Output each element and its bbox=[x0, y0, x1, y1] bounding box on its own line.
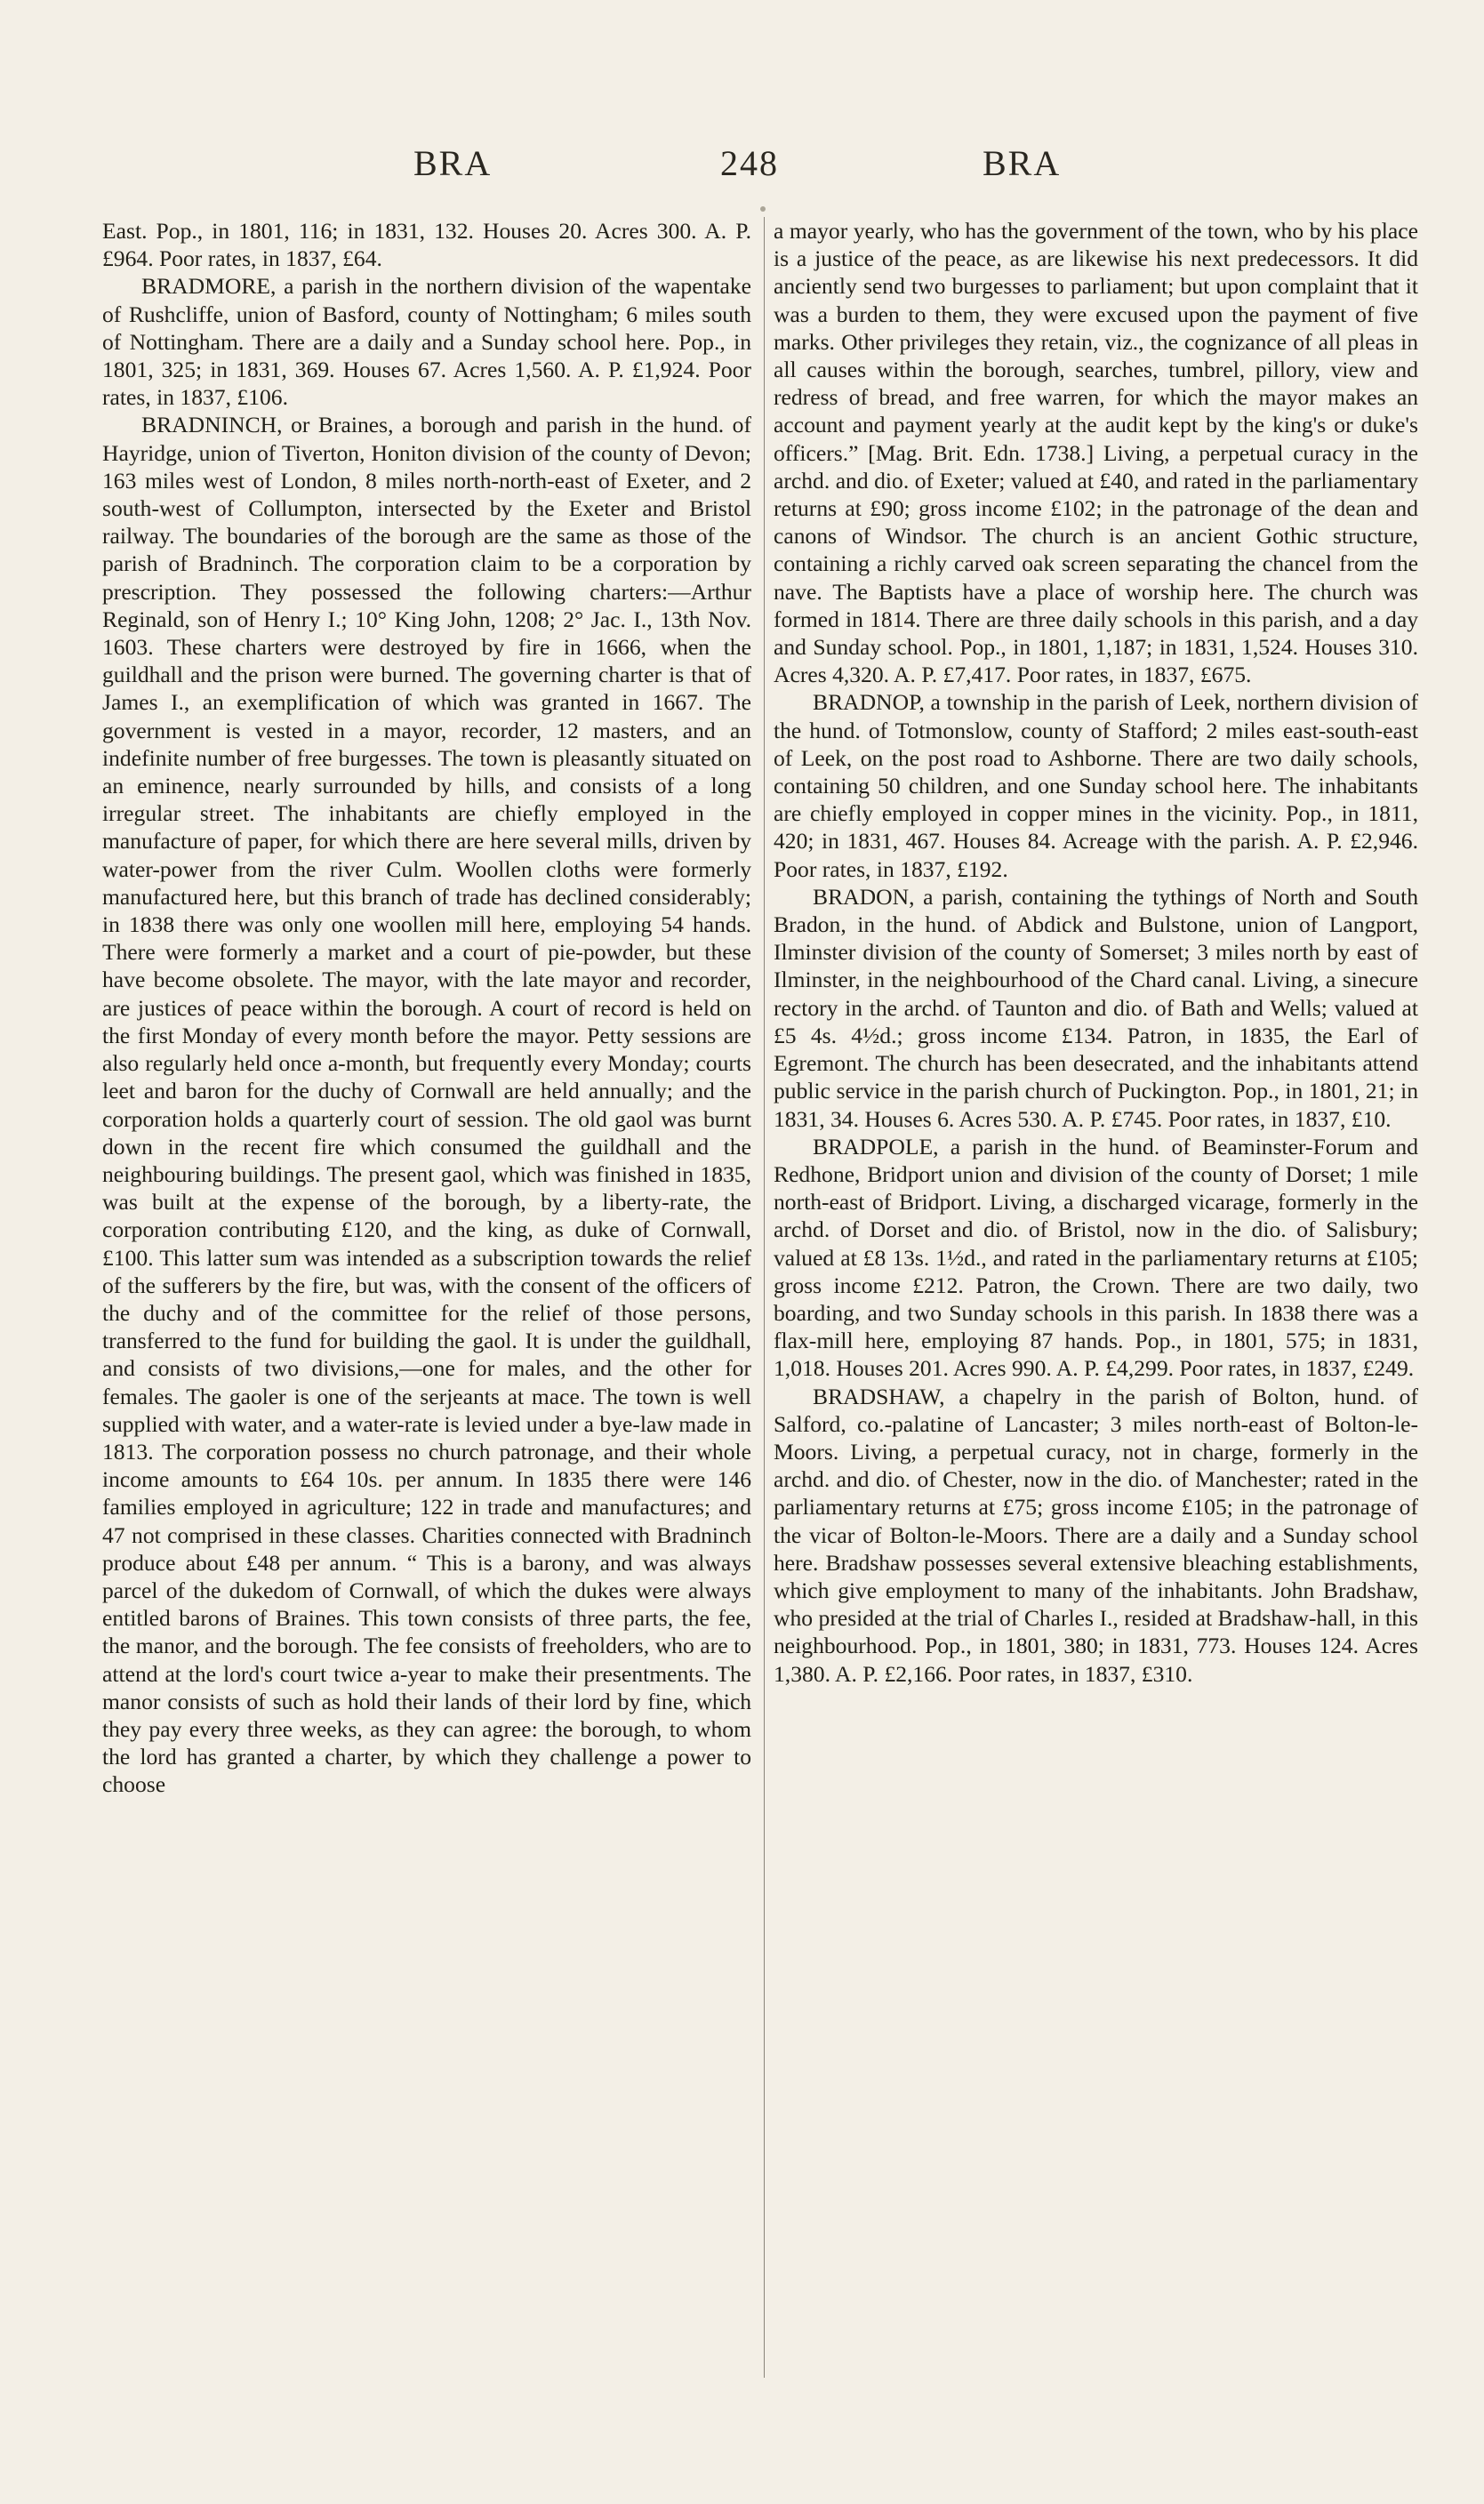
entry-bradninch-continued: a mayor yearly, who has the government of the town, who by his place is a justice of the peace, as are likewise his next predecessors. It did anciently send two burgesses to parliament; but upon complaint that it was a burden to them, they were excused upon the payment of five marks. Other privileges they retain, viz., the cognizance of all pleas in all causes within the borough, searches, tumbrel, pillory, view and redress of bread, and free warren, for which the mayor makes an account and payment yearly at the audit kept by the king's or duke's officers.” [Mag. Brit. Edn. 1738.] Living, a perpetual curacy in the archd. and dio. of Exeter; valued at £40, and rated in the parliamentary returns at £90; gross income £102; in the patronage of the dean and canons of Windsor. The church is an ancient Gothic structure, containing a richly carved oak screen separating the chancel from the nave. The Baptists have a place of worship here. The church was formed in 1814. There are three daily schools in this parish, and a day and Sunday school. Pop., in 1801, 1,187; in 1831, 1,524. Houses 310. Acres 4,320. A. P. £7,417. Poor rates, in 1837, £675. bbox=[774, 218, 1418, 688]
page-number: 248 bbox=[720, 143, 779, 183]
entry-bradshaw: BRADSHAW, a chapelry in the parish of Bolton, hund. of Salford, co.-palatine of Lancaster; 3 miles north-east of Bolton-le-Moors. Living, a perpetual curacy, not in charge, formerly in the archd. and dio. of Chester, now in the dio. of Manchester; rated in the parliamentary returns at £75; gross income £105; in the patronage of the vicar of Bolton-le-Moors. There are a daily and a Sunday school here. Bradshaw possesses several extensive bleaching establishments, which give employment to many of the inhabitants. John Bradshaw, who presided at the trial of Charles I., resided at Bradshaw-hall, in this neighbourhood. Pop., in 1801, 380; in 1831, 773. Houses 124. Acres 1,380. A. P. £2,166. Poor rates, in 1837, £310. bbox=[774, 1383, 1418, 1687]
header-right-word: BRA bbox=[983, 143, 1062, 183]
running-header bbox=[98, 142, 1147, 196]
right-column bbox=[774, 217, 1418, 1688]
entry-bradnop: BRADNOP, a township in the parish of Leek, northern division of the hund. of Totmonslow, county of Stafford; 2 miles east-south-east of Leek, on the post road to Ashborne. There are two daily schools, containing 50 children, and one Sunday school here. The inhabitants are chiefly employed in copper mines in the vicinity. Pop., in 1811, 420; in 1831, 467. Houses 84. Acreage with the parish. A. P. £2,946. Poor rates, in 1837, £192. bbox=[774, 689, 1418, 882]
entry-bradpole: BRADPOLE, a parish in the hund. of Beaminster-Forum and Redhone, Bridport union and division of the county of Dorset; 1 mile north-east of Bridport. Living, a discharged vicarage, formerly in the archd. of Dorset and dio. of Bristol, now in the dio. of Salisbury; valued at £8 13s. 1½d., and rated in the parliamentary returns at £105; gross income £212. Patron, the Crown. There are two daily, two boarding, and two Sunday schools in this parish. In 1838 there was a flax-mill here, employing 87 hands. Pop., in 1801, 575; in 1831, 1,018. Houses 201. Acres 990. A. P. £4,299. Poor rates, in 1837, £249. bbox=[774, 1133, 1418, 1382]
entry-bradmore: BRADMORE, a parish in the northern division of the wapentake of Rushcliffe, union of Basford, county of Nottingham; 6 miles south of Nottingham. There are a daily and a Sunday school here. Pop., in 1801, 325; in 1831, 369. Houses 67. Acres 1,560. A. P. £1,924. Poor rates, in 1837, £106. bbox=[102, 273, 751, 411]
entry-bradon: BRADON, a parish, containing the tythings of North and South Bradon, in the hund. of Abdick and Bulstone, union of Langport, Ilminster division of the county of Somerset; 3 miles north by east of Ilminster, in the neighbourhood of the Chard canal. Living, a sinecure rectory in the archd. of Taunton and dio. of Bath and Wells; valued at £5 4s. 4½d.; gross income £134. Patron, in 1835, the Earl of Egremont. The church has been desecrated, and the inhabitants attend public service in the parish church of Puckington. Pop., in 1801, 21; in 1831, 34. Houses 6. Acres 530. A. P. £745. Poor rates, in 1837, £10. bbox=[774, 883, 1418, 1132]
column-rule-ornament bbox=[760, 206, 766, 212]
left-column bbox=[102, 217, 751, 1799]
header-left-word: BRA bbox=[413, 143, 493, 183]
entry-paragraph-continued: East. Pop., in 1801, 116; in 1831, 132. Houses 20. Acres 300. A. P. £964. Poor rates, in 1837, £64. bbox=[102, 218, 751, 272]
entry-bradninch: BRADNINCH, or Braines, a borough and parish in the hund. of Hayridge, union of Tiverton, Honiton division of the county of Devon; 163 miles west of London, 8 miles north-north-east of Exeter, and 2 south-west of Collumpton, intersected by the Exeter and Bristol railway. The boundaries of the borough are the same as those of the parish of Bradninch. The corporation claim to be a corporation by prescription. They possessed the following charters:—Arthur Reginald, son of Henry I.; 10° King John, 1208; 2° Jac. I., 13th Nov. 1603. These charters were destroyed by fire in 1666, when the guildhall and the prison were burned. The governing charter is that of James I., an exemplification of which was granted in 1667. The government is vested in a mayor, recorder, 12 masters, and an indefinite number of free burgesses. The town is pleasantly situated on an eminence, nearly surrounded by hills, and consists of a long irregular street. The inhabitants are chiefly employed in the manufacture of paper, for which there are here several mills, driven by water-power from the river Culm. Woollen cloths were formerly manufactured here, but this branch of trade has declined considerably; in 1838 there was only one woollen mill here, employing 54 hands. There were formerly a market and a court of pie-powder, but these have become obsolete. The mayor, with the late mayor and recorder, are justices of peace within the borough. A court of record is held on the first Monday of every month before the mayor. Petty sessions are also regularly held once a-month, but frequently every Monday; courts leet and baron for the duchy of Cornwall are held annually; and the corporation holds a quarterly court of session. The old gaol was burnt down in the recent fire which consumed the guildhall and the neighbouring buildings. The present gaol, which was finished in 1835, was built at the expense of the borough, by a liberty-rate, the corporation contributing £120, and the king, as duke of Cornwall, £100. This latter sum was intended as a subscription towards the relief of the sufferers by the fire, but was, with the consent of the officers of the duchy and of the committee for the relief of those persons, transferred to the fund for building the gaol. It is under the guildhall, and consists of two divisions,—one for males, and the other for females. The gaoler is one of the serjeants at mace. The town is well supplied with water, and a water-rate is levied under a bye-law made in 1813. The corporation possess no church patronage, and their whole income amounts to £64 10s. per annum. In 1835 there were 146 families employed in agriculture; 122 in trade and manufactures; and 47 not comprised in these classes. Charities connected with Bradninch produce about £48 per annum. “ This is a barony, and was always parcel of the dukedom of Cornwall, of which the dukes were always entitled barons of Braines. This town consists of three parts, the fee, the manor, and the borough. The fee consists of freeholders, who are to attend at the lord's court twice a-year to make their presentments. The manor consists of such as hold their lands of their lord by fine, which they pay every three weeks, as they can agree: the borough, to whom the lord has granted a charter, by which they challenge a power to choose bbox=[102, 412, 751, 1798]
column-divider bbox=[764, 217, 765, 2378]
